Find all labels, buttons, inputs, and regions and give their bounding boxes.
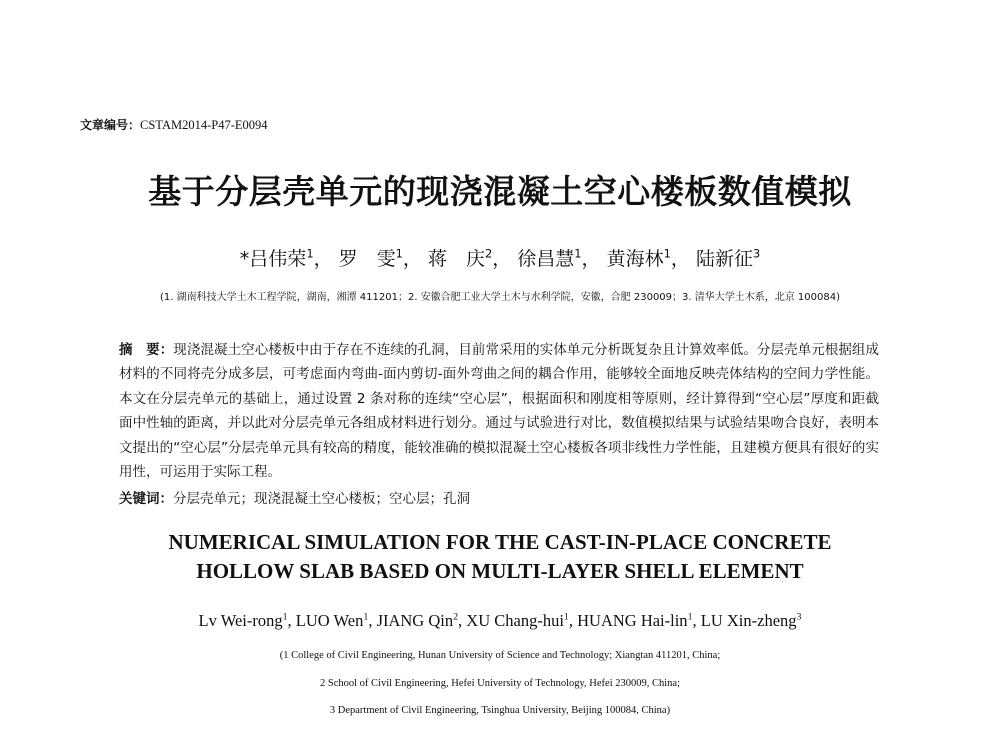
author-en: XU Chang-hui [466, 611, 564, 630]
author-cn: *吕伟荣 [239, 248, 307, 270]
author-cn: 黄海林 [606, 248, 664, 270]
article-number [80, 116, 268, 133]
author-separator: , [458, 611, 467, 630]
author-separator: , [368, 611, 377, 630]
author-en: JIANG Qin [376, 611, 454, 630]
author-en-affil-mark: 2 [453, 611, 459, 623]
author-cn-affil-mark: 1 [574, 246, 582, 261]
author-cn: 罗 雯 [338, 248, 396, 270]
author-separator: ， [581, 248, 601, 270]
author-en: HUANG Hai-lin [577, 611, 688, 630]
affiliation-english-line: (1 College of Civil Engineering, Hunan University of Science and Technology; Xiangtan 411201, China; [279, 650, 721, 661]
title-english-line: HOLLOW SLAB BASED ON MULTI-LAYER SHELL ELEMENT [196, 559, 804, 583]
author-separator: , [287, 611, 296, 630]
author-en: Lv Wei-rong [198, 611, 283, 630]
author-en-affil-mark: 1 [363, 611, 369, 623]
author-cn-affil-mark: 1 [306, 246, 314, 261]
author-en-affil-mark: 3 [796, 611, 802, 623]
article-number-label: 文章编号： [80, 118, 141, 132]
author-cn-affil-mark: 1 [663, 246, 671, 261]
keywords-label: 关键词： [119, 491, 173, 507]
author-cn-affil-mark: 1 [395, 246, 403, 261]
title-chinese: 基于分层壳单元的现浇混凝土空心楼板数值模拟 [148, 172, 852, 211]
authors-chinese [0, 244, 1000, 271]
author-en: LUO Wen [295, 611, 364, 630]
title-english [0, 528, 1000, 586]
keywords-text: 分层壳单元；现浇混凝土空心楼板；空心层；孔洞 [173, 491, 470, 507]
author-en: LU Xin-zheng [700, 611, 797, 630]
author-separator: , [692, 611, 701, 630]
affiliation-english-line: 2 School of Civil Engineering, Hefei University of Technology, Hefei 230009, China; [320, 678, 680, 689]
author-separator: , [568, 611, 578, 630]
author-cn: 蒋 庆 [427, 248, 485, 270]
title-english-line: NUMERICAL SIMULATION FOR THE CAST-IN-PLACE CONCRETE [168, 530, 832, 554]
abstract-label: 摘 要： [119, 342, 174, 358]
article-number-value: CSTAM2014-P47-E0094 [140, 118, 268, 132]
affiliations-chinese: (1. 湖南科技大学土木工程学院，湖南，湘潭 411201；2. 安徽合肥工业大学土木与水利学院，安徽，合肥 230009；3. 清华大学土木系，北京 100084) [159, 292, 841, 303]
author-separator: ， [402, 248, 422, 270]
affiliation-english-line: 3 Department of Civil Engineering, Tsinghua University, Beijing 100084, China) [329, 705, 671, 716]
author-separator: ， [670, 248, 690, 270]
author-en-affil-mark: 1 [282, 611, 288, 623]
author-separator: ， [492, 248, 512, 270]
keywords-chinese [119, 487, 470, 507]
author-en-affil-mark: 1 [563, 611, 569, 623]
abstract-text: 现浇混凝土空心楼板中由于存在不连续的孔洞，目前常采用的实体单元分析既复杂且计算效率低。分层壳单元根据组成材料的不同将壳分成多层，可考虑面内弯曲-面内剪切-面外弯曲之间的耦合作用，能够较全面地反映壳体结构的空间力学性能。本文在分层壳单元的基础上，通过设置 2 条对称的连续“空心层”，根据面积和刚度相等原则，经计算得到“空心层”厚度和距截面中性轴的距离，并以此对分层壳单元各组成材料进行划分。通过与试验进行对比，数值模拟结果与试验结果吻合良好，表明本文提出的“空心层”分层壳单元具有较高的精度，能较准确的模拟混凝土空心楼板各项非线性力学性能，且建模方便具有很好的实用性，可运用于实际工程。 [119, 342, 880, 481]
author-cn-affil-mark: 3 [752, 246, 761, 261]
author-separator: ， [313, 248, 333, 270]
authors-english [0, 611, 1000, 631]
author-cn: 陆新征 [695, 248, 753, 270]
author-en-affil-mark: 1 [687, 611, 693, 623]
abstract-chinese [119, 338, 879, 484]
author-cn-affil-mark: 2 [484, 246, 493, 261]
author-cn: 徐昌慧 [517, 248, 575, 270]
